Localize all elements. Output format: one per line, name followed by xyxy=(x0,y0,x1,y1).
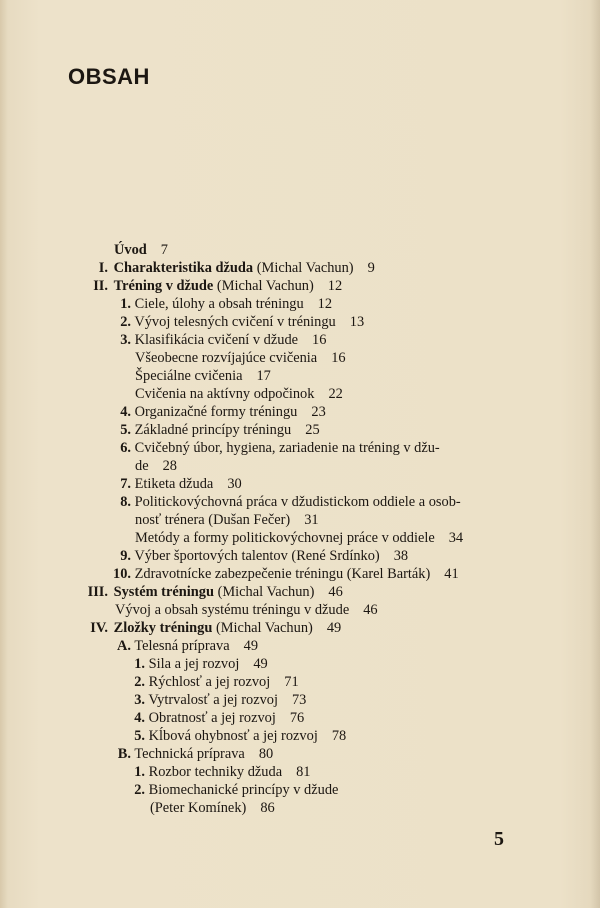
toc-number: 1. xyxy=(120,296,131,312)
toc-subentry xyxy=(135,367,271,385)
toc-chapter-7 xyxy=(117,475,242,493)
toc-title: Obratnosť a jej rozvoj xyxy=(148,710,276,726)
toc-number: 1. xyxy=(134,656,145,672)
toc-page: 34 xyxy=(448,530,464,546)
toc-page: 28 xyxy=(162,458,177,474)
toc-page: 41 xyxy=(444,566,459,582)
toc-item xyxy=(133,709,304,727)
toc-page: 78 xyxy=(331,728,347,744)
toc-item xyxy=(133,691,306,709)
toc-page: 46 xyxy=(328,584,343,600)
toc-number: 8. xyxy=(120,494,131,510)
toc-chapter-8 xyxy=(117,493,461,511)
toc-page: 86 xyxy=(260,800,275,816)
toc-chapter-9 xyxy=(117,547,408,565)
toc-page: 13 xyxy=(349,314,365,330)
toc-page: 49 xyxy=(243,638,259,654)
toc-page: 38 xyxy=(393,548,409,564)
toc-title: Politickovýchovná práca v džudistickom oddiele a osob- xyxy=(134,494,461,510)
toc-page: 9 xyxy=(367,260,375,276)
toc-title: Zdravotnícke zabezpečenie tréningu (Karel Barták) xyxy=(134,566,431,582)
toc-subentry xyxy=(135,529,463,547)
toc-page: 76 xyxy=(289,710,305,726)
toc-number: 3. xyxy=(134,692,145,708)
toc-title: Rýchlosť a jej rozvoj xyxy=(148,674,271,690)
toc-section-a xyxy=(115,637,258,655)
toc-number: A. xyxy=(117,638,131,654)
toc-item xyxy=(133,781,338,799)
toc-part-1 xyxy=(92,259,375,277)
toc-number: 4. xyxy=(134,710,145,726)
toc-item xyxy=(133,727,346,745)
toc-page: 31 xyxy=(304,512,319,528)
toc-title: Kĺbová ohybnosť a jej rozvoj xyxy=(148,728,318,744)
toc-page: 71 xyxy=(284,674,299,690)
toc-title: Úvod xyxy=(114,242,147,258)
toc-title: nosť trénera (Dušan Fečer) xyxy=(135,512,291,528)
toc-number: III. xyxy=(87,584,108,600)
toc-title: Technická príprava xyxy=(134,746,245,762)
toc-page: 23 xyxy=(311,404,326,420)
toc-title: Cvičebný úbor, hygiena, zariadenie na tréning v džu- xyxy=(134,440,440,456)
toc-author: (Michal Vachun) xyxy=(256,260,354,276)
toc-title: Všeobecne rozvíjajúce cvičenia xyxy=(135,350,318,366)
toc-chapter-4 xyxy=(117,403,326,421)
toc-chapter-6-continued xyxy=(135,457,177,475)
toc-title: Ciele, úlohy a obsah tréningu xyxy=(134,296,304,312)
toc-chapter-6 xyxy=(117,439,440,457)
toc-page: 46 xyxy=(363,602,378,618)
toc-page: 80 xyxy=(258,746,274,762)
toc-title: Zložky tréningu xyxy=(113,620,213,636)
toc-number: 2. xyxy=(120,314,131,330)
toc-page: 17 xyxy=(256,368,271,384)
toc-page: 25 xyxy=(305,422,320,438)
toc-page: 81 xyxy=(296,764,311,780)
toc-author: (Michal Vachun) xyxy=(217,584,315,600)
toc-part-3 xyxy=(86,583,343,601)
toc-title: Základné princípy tréningu xyxy=(134,422,292,438)
toc-title: Vývoj a obsah systému tréningu v džude xyxy=(115,602,350,618)
toc-page: 12 xyxy=(317,296,333,312)
toc-item-continued xyxy=(150,799,275,817)
toc-section-b xyxy=(115,745,273,763)
toc-chapter-3 xyxy=(117,331,326,349)
toc-number: 1. xyxy=(134,764,145,780)
toc-item xyxy=(133,655,268,673)
toc-title: Systém tréningu xyxy=(113,584,214,600)
toc-title: Cvičenia na aktívny odpočinok xyxy=(135,386,315,402)
toc-title: Vývoj telesných cvičení v tréningu xyxy=(134,314,336,330)
toc-item xyxy=(133,673,299,691)
toc-page: 73 xyxy=(291,692,307,708)
toc-page: 49 xyxy=(253,656,268,672)
toc-title: de xyxy=(135,458,149,474)
toc-number: 2. xyxy=(134,674,145,690)
toc-title: Charakteristika džuda xyxy=(113,260,254,276)
toc-author: (Michal Vachun) xyxy=(216,278,314,294)
toc-page: 12 xyxy=(327,278,343,294)
toc-title: Telesná príprava xyxy=(134,638,230,654)
toc-number: 5. xyxy=(120,422,131,438)
toc-entry-uvod xyxy=(114,241,168,259)
toc-author: (Michal Vachun) xyxy=(215,620,313,636)
toc-chapter-10 xyxy=(110,565,459,583)
toc-title: Špeciálne cvičenia xyxy=(135,368,243,384)
toc-title: Rozbor techniky džuda xyxy=(148,764,283,780)
toc-subentry xyxy=(135,349,346,367)
toc-page: 16 xyxy=(331,350,346,366)
toc-number: 10. xyxy=(113,566,131,582)
toc-chapter-1 xyxy=(117,295,332,313)
toc-title: Etiketa džuda xyxy=(134,476,214,492)
toc-title: Výber športových talentov (René Srdínko) xyxy=(134,548,380,564)
page-title: OBSAH xyxy=(68,64,150,89)
toc-page: 16 xyxy=(312,332,327,348)
toc-page: 49 xyxy=(326,620,342,636)
toc-title: Klasifikácia cvičení v džude xyxy=(134,332,299,348)
toc-title: Tréning v džude xyxy=(113,278,214,294)
toc-number: 4. xyxy=(120,404,131,420)
toc-page: 7 xyxy=(160,242,168,258)
toc-number: 2. xyxy=(134,782,145,798)
toc-number: B. xyxy=(117,746,131,762)
toc-page: 30 xyxy=(227,476,242,492)
toc-subentry xyxy=(135,385,343,403)
toc-part-4 xyxy=(88,619,341,637)
toc-number: I. xyxy=(98,260,108,276)
toc-chapter-2 xyxy=(117,313,364,331)
toc-subentry xyxy=(115,601,378,619)
page-number: 5 xyxy=(494,828,504,850)
toc-number: 7. xyxy=(120,476,131,492)
toc-title: Vytrvalosť a jej rozvoj xyxy=(148,692,278,708)
toc-item xyxy=(133,763,310,781)
toc-author: (Peter Komínek) xyxy=(150,800,247,816)
toc-number: 6. xyxy=(120,440,131,456)
toc-title: Biomechanické princípy v džude xyxy=(148,782,339,798)
toc-number: IV. xyxy=(90,620,108,636)
toc-number: 5. xyxy=(134,728,145,744)
toc-chapter-8-continued xyxy=(135,511,319,529)
toc-page: 22 xyxy=(328,386,343,402)
toc-title: Metódy a formy politickovýchovnej práce v oddiele xyxy=(135,530,435,546)
toc-chapter-5 xyxy=(117,421,320,439)
toc-number: 9. xyxy=(120,548,131,564)
toc-number: 3. xyxy=(120,332,131,348)
toc-title: Organizačné formy tréningu xyxy=(134,404,298,420)
toc-title: Sila a jej rozvoj xyxy=(148,656,240,672)
toc-number: II. xyxy=(93,278,108,294)
toc-part-2 xyxy=(92,277,342,295)
